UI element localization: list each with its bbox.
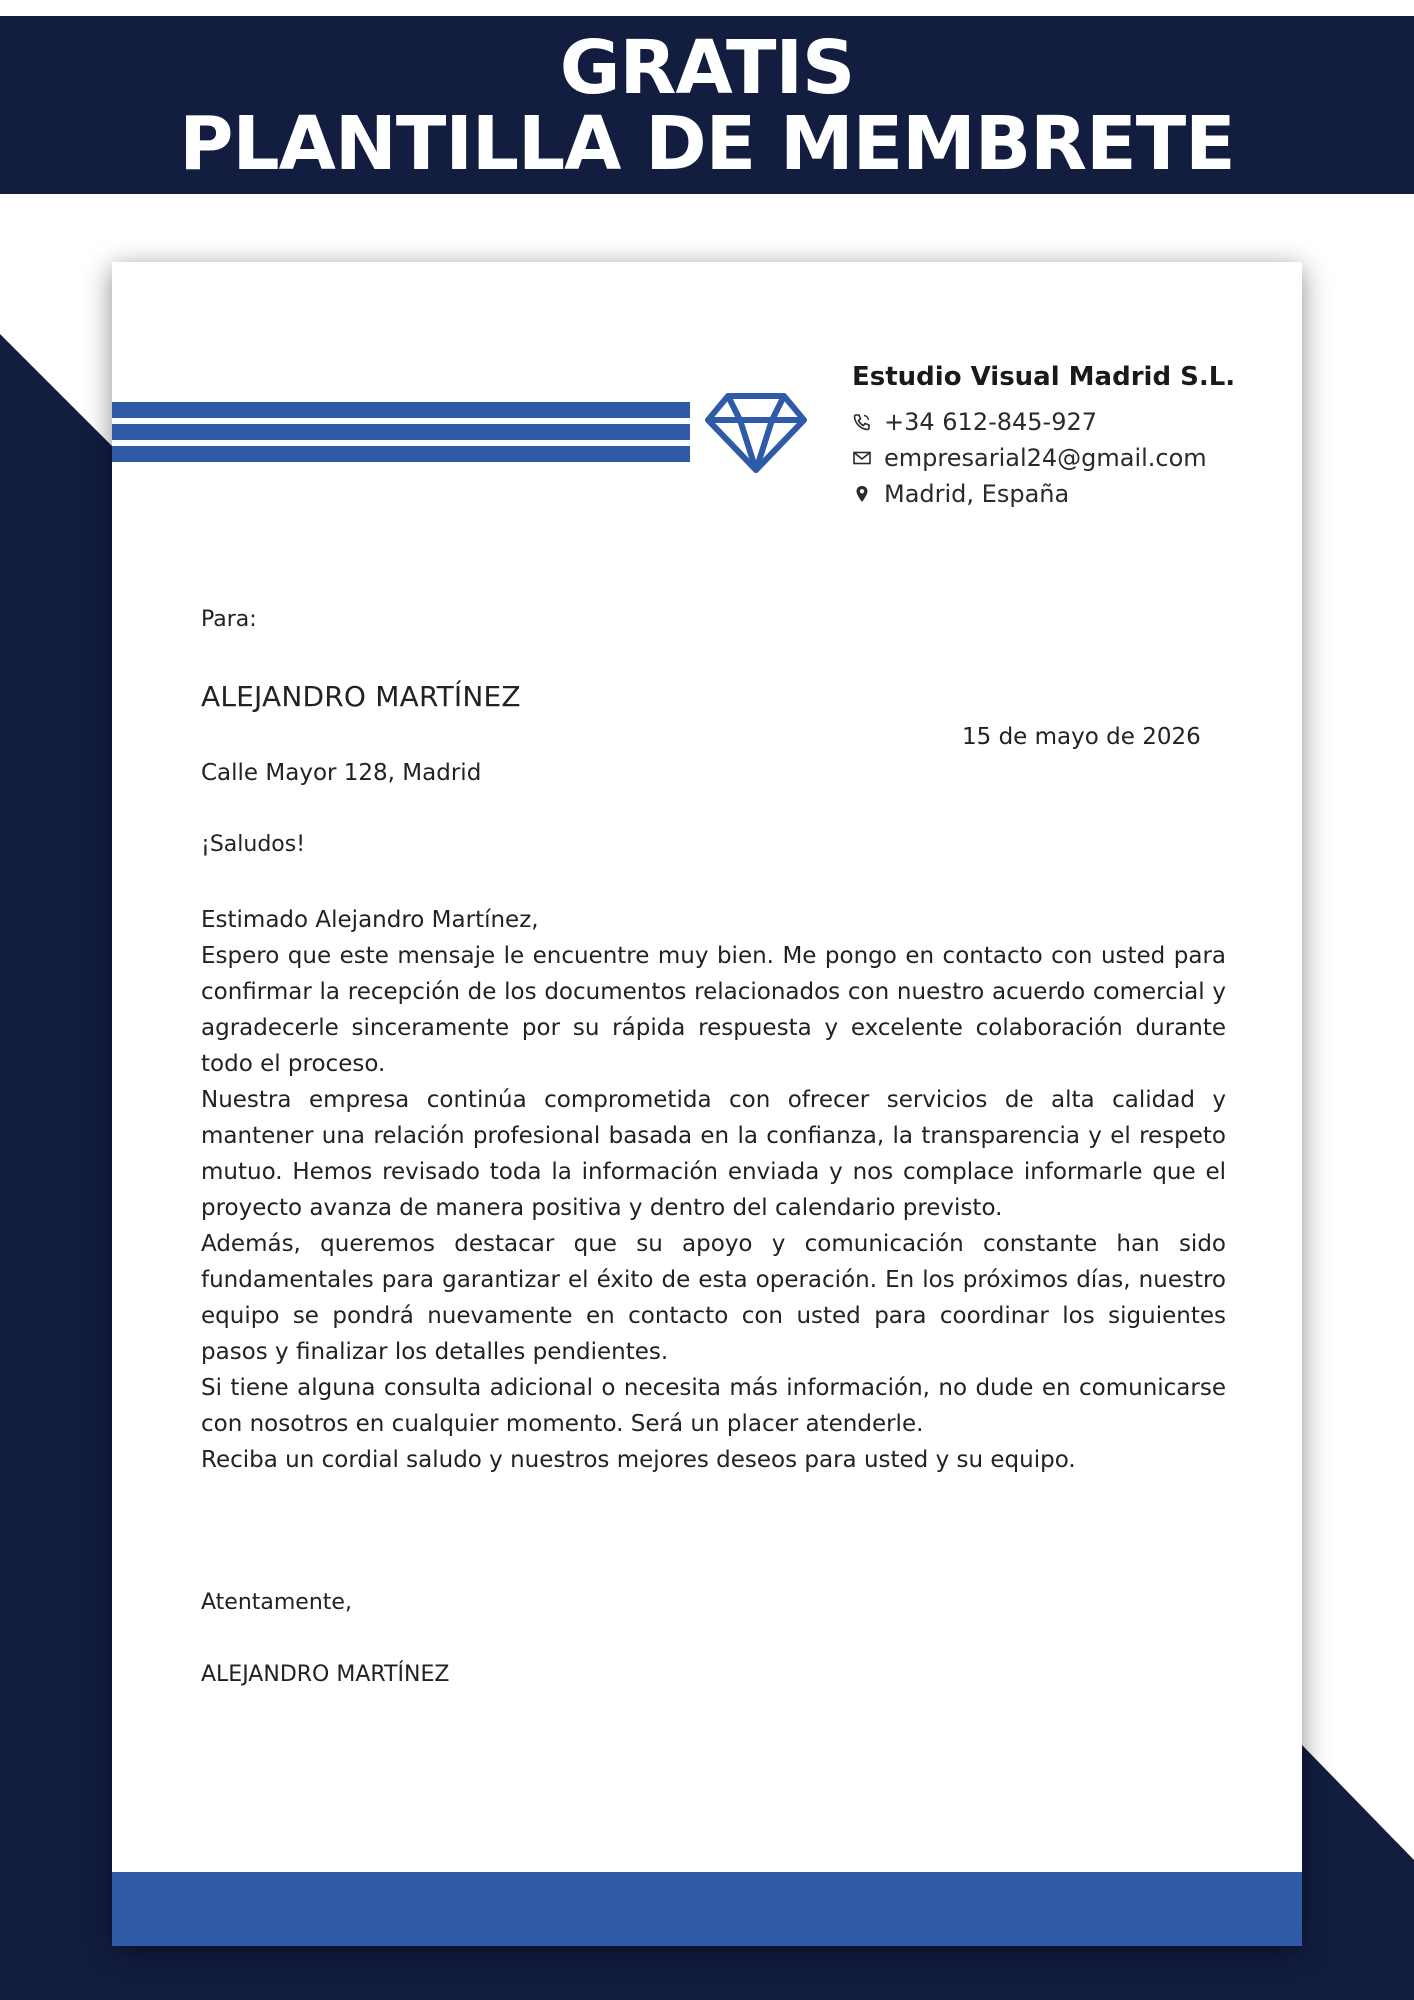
phone-icon (852, 412, 872, 432)
letter-text (201, 902, 1226, 1478)
banner-title-line2: PLANTILLA DE MEMBRETE (179, 101, 1235, 187)
company-phone: +34 612-845-927 (884, 408, 1098, 436)
location-pin-icon (852, 484, 872, 504)
letter-date: 15 de mayo de 2026 (962, 724, 1201, 750)
company-email-row (852, 440, 1235, 476)
paragraph: Espero que este mensaje le encuentre muy bien. Me pongo en contacto con usted para confirmar la recepción de los documentos relacionados con nuestro acuerdo comercial y agradecerle sinceramente por su rápida respuesta y excelente colaboración durante todo el proceso. (201, 943, 1226, 1077)
company-email: empresarial24@gmail.com (884, 444, 1207, 472)
header-stripe (112, 402, 690, 418)
signature-name: ALEJANDRO MARTÍNEZ (201, 1662, 450, 1687)
footer-band (112, 1872, 1302, 1946)
salutation: Estimado Alejandro Martínez, (201, 907, 539, 933)
diamond-logo-icon (704, 392, 808, 474)
paragraph: Además, queremos destacar que su apoyo y comunicación constante han sido fundamentales para garantizar el éxito de esta operación. En los próximos días, nuestro equipo se pondrá nuevamente en contacto con usted para coordinar los siguientes pasos y finalizar los detalles pendientes. (201, 1231, 1226, 1365)
paragraph: Reciba un cordial saludo y nuestros mejores deseos para usted y su equipo. (201, 1447, 1076, 1473)
company-name: Estudio Visual Madrid S.L. (852, 362, 1236, 392)
company-location: Madrid, España (884, 480, 1070, 508)
paragraph: Si tiene alguna consulta adicional o necesita más información, no dude en comunicarse con nosotros en cualquier momento. Será un placer atenderle. (201, 1375, 1226, 1437)
mail-icon (852, 448, 872, 468)
company-phone-row (852, 404, 1235, 440)
banner-title-line1: GRATIS (559, 25, 855, 111)
recipient-name: ALEJANDRO MARTÍNEZ (201, 680, 521, 713)
header-stripe (112, 446, 690, 462)
closing: Atentamente, (201, 1590, 352, 1615)
paragraph: Nuestra empresa continúa comprometida con ofrecer servicios de alta calidad y mantener una relación profesional basada en la confianza, la transparencia y el respeto mutuo. Hemos revisado toda la información enviada y nos complace informarle que el proyecto avanza de manera positiva y dentro del calendario previsto. (201, 1087, 1226, 1221)
letterhead-page (112, 262, 1302, 1946)
header-stripe (112, 424, 690, 440)
title-banner (0, 16, 1414, 194)
recipient-address: Calle Mayor 128, Madrid (201, 760, 482, 786)
to-label: Para: (201, 607, 257, 632)
greeting: ¡Saludos! (201, 832, 306, 857)
company-location-row (852, 476, 1235, 512)
company-info (852, 362, 1235, 512)
